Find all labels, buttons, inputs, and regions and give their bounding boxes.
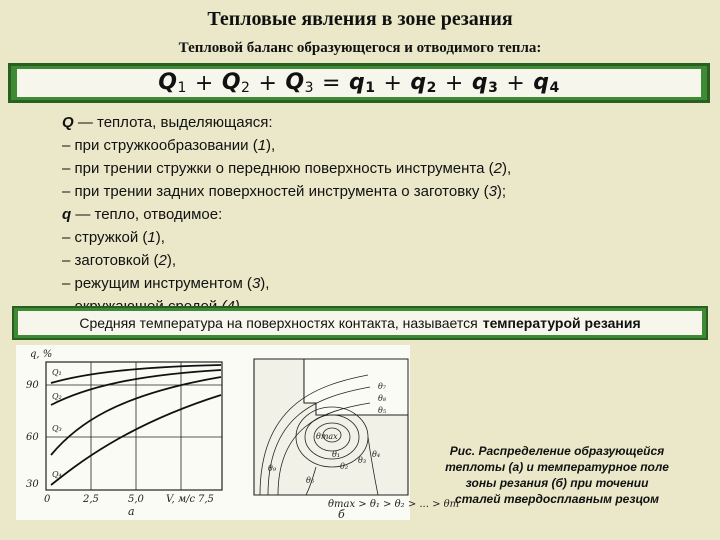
- theta-label: θ₅: [378, 406, 387, 415]
- caption-line: Рис. Распределение образующейся: [449, 444, 665, 458]
- slide-subtitle: Тепловой баланс образующегося и отводимого тепла:: [178, 40, 542, 56]
- slide-title: Тепловые явления в зоне резания: [207, 8, 513, 30]
- formula-box: [8, 63, 710, 103]
- cutting-temperature-note-box: [12, 306, 708, 340]
- x-axis-label: V, м/с: [166, 494, 196, 505]
- formula-plus: +: [194, 70, 214, 96]
- theta-label: θ₈: [378, 394, 387, 403]
- q-definition: q — тепло, отводимое:: [62, 206, 223, 223]
- q-item: – режущим инструментом (3),: [62, 275, 270, 292]
- Q-definition: Q — теплота, выделяющаяся:: [62, 114, 273, 131]
- theta-label: θ₇: [378, 382, 387, 391]
- tool-outline: [304, 359, 408, 415]
- theta-label: θ₃: [358, 456, 367, 465]
- figure-caption: [418, 443, 696, 507]
- curve-label: Q₂: [52, 392, 62, 401]
- panel-label-b: б: [338, 508, 345, 521]
- q-item: – заготовкой (2),: [62, 252, 177, 269]
- theta-label: θ₄: [372, 450, 381, 459]
- curve-label: Q₃: [52, 424, 62, 433]
- formula-q3: $q_3$: [471, 70, 499, 96]
- y-tick: 60: [26, 432, 39, 443]
- heat-balance-formula: [17, 69, 701, 97]
- Q-item: – при трении стружки о переднюю поверхность инструмента (2),: [62, 160, 512, 177]
- theta-max-label: θmax: [316, 432, 338, 441]
- x-tick: 7,5: [198, 494, 214, 505]
- formula-plus: +: [258, 70, 278, 96]
- formula-q2: $q_2$: [410, 70, 437, 96]
- Q-item: – при стружкообразовании (1),: [62, 137, 276, 154]
- q-item: – стружкой (1),: [62, 229, 165, 246]
- x-tick: 5,0: [128, 494, 144, 505]
- panel-label-a: а: [128, 505, 135, 518]
- Q-item: – при трении задних поверхностей инструмента о заготовку (3);: [62, 183, 507, 200]
- x-tick: 2,5: [83, 494, 99, 505]
- formula-plus: +: [506, 70, 526, 96]
- theta-label: θ₂: [340, 462, 349, 471]
- theta-relation: θmax > θ₁ > θ₂ > ... > θт: [328, 499, 460, 510]
- formula-q4: $q_4$: [533, 70, 560, 96]
- heat-share-plot: [26, 349, 222, 518]
- caption-line: сталей твердосплавным резцом: [455, 492, 659, 506]
- heat-description: [62, 111, 682, 318]
- theta-label: θ₉: [268, 464, 277, 473]
- heat-distribution-figure: [16, 345, 460, 521]
- caption-line: теплоты (а) и температурное поле: [445, 460, 669, 474]
- formula-q1: $q_1$: [348, 70, 376, 96]
- formula-Q2: $Q_2$: [221, 70, 251, 96]
- y-axis-label: q, %: [30, 349, 53, 360]
- formula-plus: +: [383, 70, 403, 96]
- y-tick: 30: [26, 479, 39, 490]
- figure-drawing: [16, 345, 460, 521]
- cutting-temperature-note: Средняя температура на поверхностях контакта, называется температурой резания: [18, 311, 702, 335]
- theta-label: θ₁: [332, 450, 341, 459]
- formula-equals: =: [322, 70, 341, 96]
- y-tick: 90: [26, 380, 39, 391]
- caption-line: зоны резания (б) при точении: [465, 476, 649, 490]
- curve-label: Q₁: [52, 368, 62, 377]
- x-tick: 0: [44, 494, 51, 505]
- formula-Q1: $Q_1$: [158, 70, 187, 96]
- curve-label: Q₄: [52, 470, 62, 479]
- formula-Q3: $Q_3$: [285, 70, 314, 96]
- theta-label: θ₆: [306, 476, 315, 485]
- formula-plus: +: [444, 70, 464, 96]
